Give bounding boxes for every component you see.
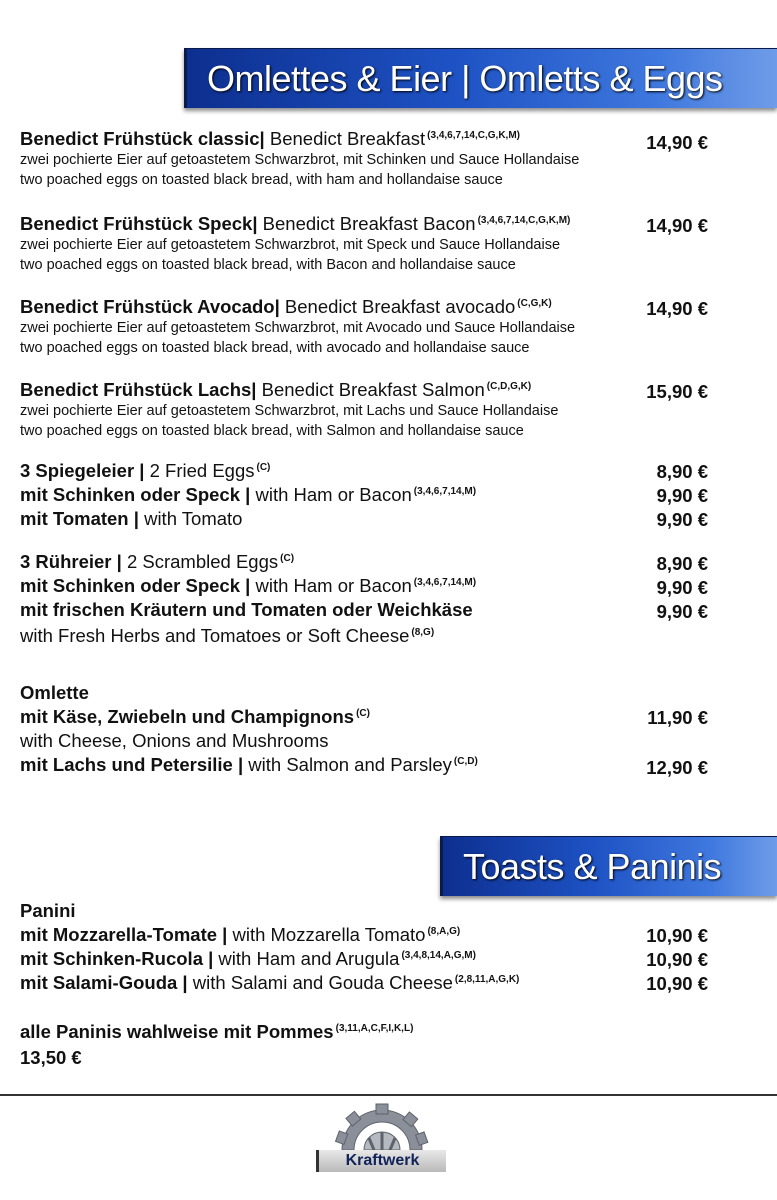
item-name-de: Benedict Frühstück classic| xyxy=(20,128,265,149)
allergen-codes: (C,D) xyxy=(453,756,478,767)
price-column-scrambled xyxy=(620,552,708,624)
allergen-codes: (C,D,G,K) xyxy=(486,381,532,392)
allergen-codes: (3,11,A,C,F,I,K,L) xyxy=(335,1023,414,1034)
item-name-de: mit Schinken-Rucola | xyxy=(20,948,214,969)
item-name-en: with Ham or Bacon xyxy=(250,575,412,596)
item-name-de: mit Schinken oder Speck | xyxy=(20,575,251,596)
item-price: 15,90 € xyxy=(646,381,708,402)
item-desc-en: two poached eggs on toasted black bread, with Bacon and hollandaise sauce xyxy=(20,257,516,273)
item-price: 14,90 € xyxy=(646,215,708,236)
section-banner-toasts xyxy=(440,836,777,896)
allergen-codes: (C) xyxy=(280,553,295,564)
section-title-omlettes: Omlettes & Eier | Omletts & Eggs xyxy=(207,58,723,99)
gear-icon xyxy=(312,1102,452,1152)
item-name-en: with Salami and Gouda Cheese xyxy=(187,972,453,993)
item-name-en: with Salmon and Parsley xyxy=(243,754,452,775)
item-name-de: mit Salami-Gouda | xyxy=(20,972,188,993)
allergen-codes: (8,G) xyxy=(411,627,435,638)
item-price: 13,50 € xyxy=(20,1047,82,1068)
item-price: 14,90 € xyxy=(646,132,708,153)
item-name-en: Benedict Breakfast Salmon xyxy=(256,379,485,400)
allergen-codes: (3,4,6,7,14,M) xyxy=(413,577,477,588)
item-name-en: with Tomato xyxy=(138,508,243,529)
item-name-de: alle Paninis wahlweise mit Pommes xyxy=(20,1021,334,1042)
item-name-en: Benedict Breakfast avocado xyxy=(279,296,516,317)
item-price: 9,90 € xyxy=(656,485,708,506)
item-price: 12,90 € xyxy=(646,757,708,778)
item-name-de: mit Lachs und Petersilie | xyxy=(20,754,244,775)
menu-item-benedict-lachs xyxy=(20,379,558,441)
allergen-codes: (3,4,6,7,14,M) xyxy=(413,486,477,497)
item-price: 10,90 € xyxy=(646,973,708,994)
menu-group-panini xyxy=(20,899,519,995)
item-desc-en: two poached eggs on toasted black bread, with Salmon and hollandaise sauce xyxy=(20,423,524,439)
menu-item-benedict-avocado xyxy=(20,296,575,358)
item-price: 11,90 € xyxy=(647,707,708,728)
group-heading: Omlette xyxy=(20,682,89,703)
item-name-de: mit Mozzarella-Tomate | xyxy=(20,924,228,945)
item-desc-de: zwei pochierte Eier auf getoastetem Schwarzbrot, mit Avocado und Sauce Hollandaise xyxy=(20,320,576,336)
item-name-en: with Mozzarella Tomato xyxy=(227,924,426,945)
item-name-de: mit Käse, Zwiebeln und Champignons xyxy=(20,706,355,727)
allergen-codes: (3,4,6,7,14,C,G,K,M) xyxy=(477,215,571,226)
item-price: 10,90 € xyxy=(646,949,708,970)
item-price: 9,90 € xyxy=(656,577,708,598)
menu-group-omlette xyxy=(20,681,478,777)
allergen-codes: (C) xyxy=(356,708,370,719)
item-name-en: with Fresh Herbs and Tomatoes or Soft Cheese xyxy=(20,625,410,646)
allergen-codes: (3,4,6,7,14,C,G,K,M) xyxy=(427,130,520,141)
footer-divider xyxy=(0,1094,777,1096)
section-banner-omlettes xyxy=(184,48,777,108)
logo-text: Kraftwerk xyxy=(316,1150,446,1172)
item-price: 9,90 € xyxy=(656,509,708,530)
item-price: 10,90 € xyxy=(646,925,708,946)
item-name-de: mit Tomaten | xyxy=(20,508,139,529)
menu-item-benedict-speck xyxy=(20,213,570,275)
item-desc-de: zwei pochierte Eier auf getoastetem Schwarzbrot, mit Schinken und Sauce Hollandaise xyxy=(20,152,580,168)
allergen-codes: (8,A,G) xyxy=(427,926,461,937)
item-name-de: Benedict Frühstück Lachs| xyxy=(20,379,257,400)
item-name-en: with Cheese, Onions and Mushrooms xyxy=(20,730,329,751)
item-desc-en: two poached eggs on toasted black bread, with ham and hollandaise sauce xyxy=(20,172,503,188)
price-column-fried xyxy=(620,460,708,532)
item-name-de: 3 Rühreier | xyxy=(20,551,122,572)
item-name-en: with Ham or Bacon xyxy=(250,484,412,505)
item-desc-de: zwei pochierte Eier auf getoastetem Schwarzbrot, mit Lachs und Sauce Hollandaise xyxy=(20,403,559,419)
item-name-en: 2 Scrambled Eggs xyxy=(121,551,279,572)
kraftwerk-logo xyxy=(312,1102,452,1176)
item-name-en: 2 Fried Eggs xyxy=(144,460,255,481)
item-price: 8,90 € xyxy=(656,553,708,574)
item-name-de: mit Schinken oder Speck | xyxy=(20,484,251,505)
menu-item-benedict-classic xyxy=(20,128,579,190)
allergen-codes: (C,G,K) xyxy=(517,298,552,309)
price-column-panini xyxy=(620,924,708,996)
item-desc-en: two poached eggs on toasted black bread, with avocado and hollandaise sauce xyxy=(20,340,530,356)
allergen-codes: (3,4,8,14,A,G,M) xyxy=(401,950,476,961)
item-name-en: Benedict Breakfast Bacon xyxy=(257,213,476,234)
item-price: 14,90 € xyxy=(646,298,708,319)
menu-group-fried-eggs xyxy=(20,459,476,531)
item-desc-de: zwei pochierte Eier auf getoastetem Schwarzbrot, mit Speck und Sauce Hollandaise xyxy=(20,237,561,253)
item-name-de: 3 Spiegeleier | xyxy=(20,460,145,481)
item-name-de: Benedict Frühstück Speck| xyxy=(20,213,258,234)
allergen-codes: (C) xyxy=(256,462,271,473)
menu-group-scrambled-eggs xyxy=(20,550,476,648)
allergen-codes: (2,8,11,A,G,K) xyxy=(454,974,520,985)
item-price: 8,90 € xyxy=(656,461,708,482)
item-name-en: with Ham and Arugula xyxy=(213,948,400,969)
item-price: 9,90 € xyxy=(656,601,708,622)
section-title-toasts: Toasts & Paninis xyxy=(463,846,722,887)
menu-item-pommes xyxy=(20,1020,413,1070)
item-name-de: mit frischen Kräutern und Tomaten oder Weichkäse xyxy=(20,599,473,620)
item-name-de: Benedict Frühstück Avocado| xyxy=(20,296,280,317)
group-heading: Panini xyxy=(20,900,76,921)
item-name-en: Benedict Breakfast xyxy=(264,128,426,149)
